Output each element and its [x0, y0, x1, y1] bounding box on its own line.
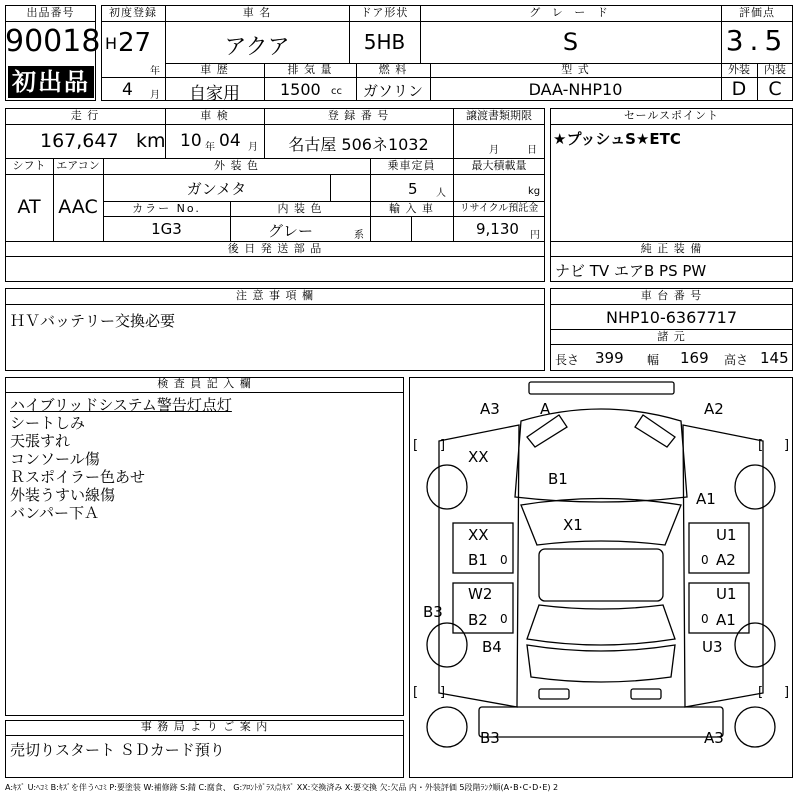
- max-load-label: 最大積載量: [471, 159, 527, 172]
- capacity-label: 乗車定員: [387, 159, 436, 172]
- bracket-mark: ]: [440, 438, 446, 453]
- first-listing-text: 初出品: [12, 68, 90, 96]
- color-no: 1G3: [151, 220, 182, 238]
- score-label: 評価点: [739, 6, 775, 19]
- score: 3.5: [725, 24, 789, 57]
- office-label: 事 務 局 よ り ご 案 内: [140, 720, 269, 733]
- max-load-unit: kg: [528, 186, 541, 197]
- note-line: 天張すれ: [10, 432, 71, 450]
- damage-mark: B4: [482, 638, 502, 656]
- note-line: コンソール傷: [10, 450, 100, 468]
- front-bumper-outline: [529, 382, 674, 394]
- bracket-mark: [: [413, 438, 419, 453]
- mileage: 167,647: [40, 130, 119, 152]
- exterior-grade-label: 外装: [728, 63, 750, 76]
- inspection-year-unit: 年: [205, 142, 215, 153]
- note-line: シートしみ: [10, 414, 86, 432]
- reg-month: 4: [122, 80, 133, 100]
- car-name-label: 車 名: [242, 6, 272, 19]
- height-label: 高さ: [724, 353, 749, 367]
- bracket-mark: [: [758, 685, 764, 700]
- note-line: 外装うすい線傷: [10, 486, 116, 504]
- grade: S: [562, 28, 579, 56]
- plate-number: 名古屋 506ネ1032: [288, 135, 429, 154]
- model-label: 型 式: [561, 63, 590, 76]
- sales-point: ★プッシュS★ETC: [553, 130, 681, 148]
- damage-mark: B3: [423, 603, 443, 621]
- int-color-unit: 系: [354, 230, 364, 241]
- handle-mark: 0: [500, 553, 508, 567]
- displacement-label: 排 気 量: [287, 63, 333, 76]
- interior-grade: C: [768, 78, 782, 100]
- office-text: 売切りスタート ＳＤカード預り: [10, 741, 225, 759]
- damage-mark: A3: [704, 729, 724, 747]
- door-type: 5HB: [363, 30, 406, 54]
- damage-mark: U3: [702, 638, 723, 656]
- plate-label: 登 録 番 号: [327, 109, 390, 122]
- later-parts-label: 後 日 発 送 部 品: [227, 242, 323, 255]
- inspection-month: 04: [219, 131, 241, 151]
- chassis-number: NHP10-6367717: [605, 308, 738, 327]
- inspector-label: 検 査 員 記 入 欄: [157, 377, 252, 390]
- rear-glass-outline: [527, 605, 675, 645]
- windshield-outline: [521, 499, 681, 546]
- inspection-label: 車 検: [200, 109, 229, 122]
- history-label: 車 歴: [200, 63, 229, 76]
- damage-mark: B2: [468, 611, 488, 629]
- damage-mark: A1: [696, 490, 716, 508]
- height: 145: [760, 349, 789, 367]
- int-color-label: 内 装 色: [277, 202, 323, 215]
- lot-number-label: 出品番号: [26, 6, 75, 19]
- era: H: [105, 34, 118, 53]
- legend-text: A:ｷｽﾞ U:ﾍｺﾐ B:ｷｽﾞを伴うﾍｺﾐ P:要塗装 W:補修跡 S:錆 C:腐食、 G:ﾌﾛﾝﾄｶﾞﾗｽ点ｷｽﾞ XX:交換済み X:要交換 欠:欠品 内・外装評価 5段階ﾗﾝｸ順(A･B･C･D･E) 2: [5, 783, 559, 792]
- bracket-mark: ]: [784, 438, 790, 453]
- reg-year-unit: 年: [150, 66, 160, 77]
- import-label: 輸 入 車: [389, 202, 434, 215]
- fuel: ガソリン: [362, 82, 423, 100]
- aircon-label: エアコン: [56, 159, 100, 172]
- damage-mark: U1: [716, 585, 737, 603]
- caution-label: 注 意 事 項 欄: [236, 289, 314, 302]
- handle-mark: 0: [701, 612, 709, 626]
- displacement: 1500: [280, 80, 321, 99]
- first-reg-label: 初度登録: [109, 6, 157, 19]
- wheel-front-left: [427, 465, 467, 509]
- history: 自家用: [189, 84, 240, 104]
- front-light-left: [527, 415, 567, 447]
- fuel-label: 燃 料: [378, 63, 408, 76]
- oem-equipment: ナビ TV エアB PS PW: [555, 262, 707, 280]
- inspection-month-unit: 月: [248, 142, 258, 153]
- note-line: バンパー下Ａ: [10, 504, 99, 522]
- rear-light-right: [631, 689, 661, 699]
- shift: AT: [17, 196, 41, 218]
- inspector-notes: [10, 396, 232, 522]
- bracket-mark: [: [758, 438, 764, 453]
- bracket-mark: [: [413, 685, 419, 700]
- wheel-front-right: [735, 465, 775, 509]
- lot-number: 90018: [5, 24, 101, 59]
- damage-mark: A1: [716, 611, 736, 629]
- chassis-label: 車 台 番 号: [640, 289, 703, 302]
- recycle-amount: 9,130: [476, 220, 519, 238]
- model-code: DAA-NHP10: [528, 80, 623, 99]
- recycle-label: リサイクル預託金: [459, 203, 539, 214]
- recycle-unit: 円: [530, 230, 540, 241]
- front-light-right: [635, 415, 675, 447]
- width-label: 幅: [647, 353, 660, 367]
- dims-label: 諸 元: [657, 330, 686, 343]
- damage-mark: A3: [480, 400, 500, 418]
- trunk-outline: [527, 645, 675, 682]
- inspection-year: 10: [180, 131, 202, 151]
- shift-label: シフト: [12, 159, 46, 172]
- length: 399: [595, 349, 624, 367]
- capacity: 5: [408, 180, 418, 198]
- car-name: アクア: [224, 35, 290, 60]
- wheel-rear-right: [735, 623, 775, 667]
- ext-color: ガンメタ: [186, 180, 247, 198]
- damage-mark: B1: [468, 551, 488, 569]
- damage-mark: B3: [480, 729, 500, 747]
- caution-text: ＨＶバッテリー交換必要: [10, 312, 176, 330]
- wheel-spare-left: [427, 707, 467, 747]
- note-line: Ｒスポイラー色あせ: [10, 468, 146, 486]
- exterior-grade: D: [731, 78, 747, 100]
- rear-light-left: [539, 689, 569, 699]
- damage-mark: A: [540, 400, 551, 418]
- reg-month-unit: 月: [150, 90, 160, 101]
- door-label: ドア形状: [360, 6, 409, 19]
- mileage-unit: km: [136, 130, 166, 152]
- hood-outline: [515, 409, 687, 502]
- damage-mark: XX: [468, 448, 489, 466]
- bracket-mark: ]: [784, 685, 790, 700]
- transfer-doc-label: 譲渡書類期限: [466, 109, 532, 122]
- damage-mark: A2: [704, 400, 724, 418]
- wheel-rear-left: [427, 623, 467, 667]
- damage-mark: U1: [716, 526, 737, 544]
- roof-outline: [539, 549, 663, 601]
- wheel-spare-right: [735, 707, 775, 747]
- sales-point-label: セールスポイント: [623, 109, 719, 122]
- ext-color-label: 外 装 色: [214, 159, 259, 172]
- transfer-month-unit: 月: [489, 145, 499, 156]
- mileage-label: 走 行: [70, 109, 100, 122]
- width: 169: [680, 349, 709, 367]
- damage-mark: B1: [548, 470, 568, 488]
- bracket-mark: ]: [440, 685, 446, 700]
- handle-mark: 0: [701, 553, 709, 567]
- car-diagram: [409, 377, 793, 778]
- grade-label: グ レ ー ド: [529, 6, 612, 19]
- handle-mark: 0: [500, 612, 508, 626]
- int-color: グレー: [268, 222, 314, 240]
- oem-label: 純 正 装 備: [640, 242, 703, 255]
- aircon: AAC: [58, 196, 98, 218]
- transfer-day-unit: 日: [527, 145, 537, 156]
- damage-mark: W2: [468, 585, 493, 603]
- length-label: 長さ: [555, 353, 580, 367]
- reg-year: 27: [118, 28, 152, 58]
- rear-bumper-outline: [479, 707, 723, 737]
- interior-grade-label: 内装: [764, 63, 786, 76]
- displacement-unit: cc: [331, 86, 342, 97]
- damage-mark: A2: [716, 551, 736, 569]
- note-line: ハイブリッドシステム警告灯点灯: [10, 396, 232, 414]
- damage-mark: X1: [563, 516, 583, 534]
- capacity-unit: 人: [436, 188, 446, 199]
- color-no-label: カラー No.: [132, 202, 201, 215]
- damage-mark: XX: [468, 526, 489, 544]
